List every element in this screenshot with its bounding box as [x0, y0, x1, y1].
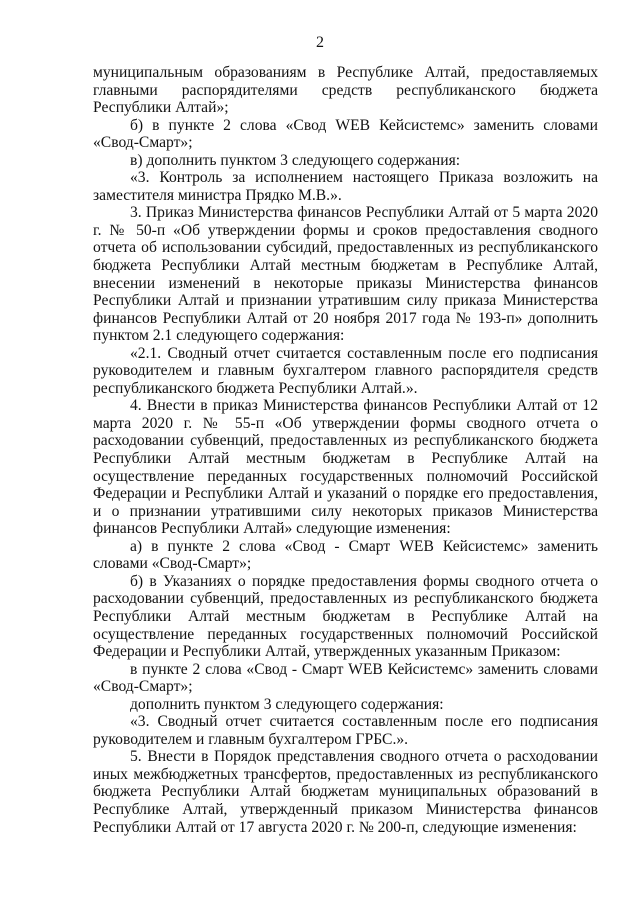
- paragraph-quote-2-1: «2.1. Сводный отчет считается составленным после его подписания руководителем и главным бухгалтером главного распорядителя средств республиканского бюджета Республики Алтай.».: [93, 344, 598, 397]
- paragraph-quote-grbs: «3. Сводный отчет считается составленным после его подписания руководителем и главным бухгалтером ГРБС.».: [93, 713, 598, 748]
- document-body: [93, 64, 598, 836]
- paragraph-add-point-3: дополнить пунктом 3 следующего содержания:: [130, 695, 444, 713]
- paragraph-point-2: в пункте 2 слова «Свод - Смарт WEB Кейсистемс» заменить словами «Свод-Смарт»;: [93, 660, 598, 696]
- paragraph-item-b-instructions: б) в Указаниях о порядке предоставления формы сводного отчета о расходовании субвенций, предоставленных из республиканского бюджета Республики Алтай местным бюджетам в Республике Алтай на осуществление переданных государственных полномочий Российской Федерации и Республики Алтай, утвержденных указанным Приказом:: [93, 572, 598, 661]
- page-number: 2: [316, 34, 324, 51]
- paragraph-continuation: муниципальным образованиям в Республике Алтай, предоставляемых главными распорядителями средств республиканского бюджета Республики Алтай»;: [93, 64, 598, 117]
- paragraph-item-v: в) дополнить пунктом 3 следующего содержания:: [130, 151, 461, 169]
- paragraph-section-3: 3. Приказ Министерства финансов Республики Алтай от 5 марта 2020 г. № 50-п «Об утверждении формы и сроков предоставления сводного отчета об использовании субсидий, предоставленных из республиканского бюджета Республики Алтай местным бюджетам в Республике Алтай, внесении изменений в некоторые приказы Министерства финансов Республики Алтай и признании утратившим силу приказа Министерства финансов Республики Алтай от 20 ноября 2017 года № 193-п» дополнить пунктом 2.1 следующего содержания:: [93, 204, 598, 345]
- paragraph-item-a: а) в пункте 2 слова «Свод - Смарт WEB Кейсистемс» заменить словами «Свод-Смарт»;: [93, 537, 598, 573]
- paragraph-item-b: б) в пункте 2 слова «Свод WEB Кейсистемс» заменить словами «Свод-Смарт»;: [93, 116, 598, 152]
- paragraph-section-5: 5. Внести в Порядок представления сводного отчета о расходовании иных межбюджетных трансфертов, предоставленных из республиканского бюджета Республики Алтай бюджетам муниципальных образований в Республике Алтай, утвержденный приказом Министерства финансов Республики Алтай от 17 августа 2020 г. № 200-п, следующие изменения:: [93, 748, 598, 836]
- paragraph-section-4: 4. Внести в приказ Министерства финансов Республики Алтай от 12 марта 2020 г. № 55-п «Об утверждении формы сводного отчета о расходовании субвенций, предоставленных из республиканского бюджета Республики Алтай местным бюджетам в Республике Алтай на осуществление переданных государственных полномочий Российской Федерации и Республики Алтай и указаний о порядке его предоставления, и о признании утратившими силу некоторых приказов Министерства финансов Республики Алтай» следующие изменения:: [93, 397, 598, 538]
- paragraph-quote-control: «3. Контроль за исполнением настоящего Приказа возложить на заместителя министра Прядко М.В.».: [93, 169, 598, 204]
